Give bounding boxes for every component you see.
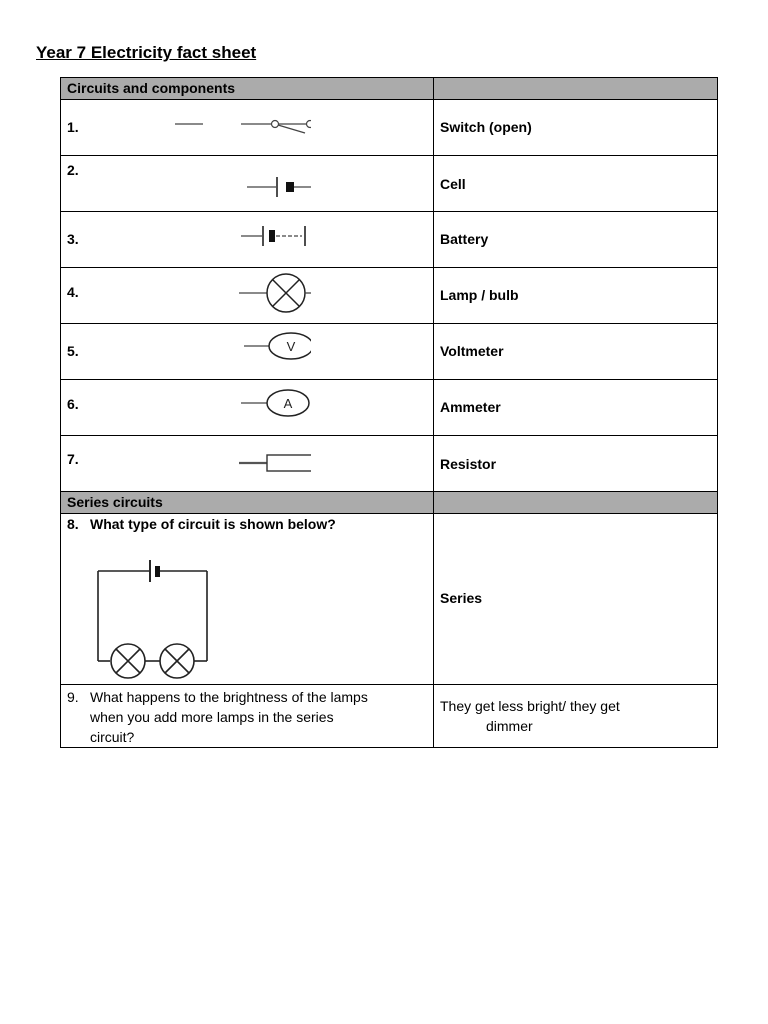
component-name: Battery [440,231,489,247]
switch-open-icon [171,100,311,155]
component-name: Lamp / bulb [440,287,519,303]
meter-letter: A [283,396,293,411]
table-row [61,514,718,685]
table-row [61,268,718,324]
meter-letter: V [286,339,296,354]
section-heading: Circuits and components [67,80,236,96]
question-text: What happens to the brightness of the lamps [90,689,368,705]
item-number: 3. [67,231,79,247]
resistor-icon [171,436,311,491]
question-text: when you add more lamps in the series [90,709,334,725]
voltmeter-icon [171,324,311,379]
component-name: Switch (open) [440,119,532,135]
table-row [61,156,718,212]
item-number: 7. [67,451,79,467]
answer-8: Series [440,590,483,606]
section-header-components [61,78,718,100]
table-row [61,685,718,748]
component-name: Ammeter [440,399,501,415]
item-number: 1. [67,119,79,135]
table-row [61,380,718,436]
question-text: What type of circuit is shown below? [90,516,336,532]
question-text: circuit? [90,729,135,745]
table-row [61,100,718,156]
item-number: 2. [67,162,79,178]
battery-icon [171,212,311,267]
component-name: Resistor [440,456,497,472]
question-number: 9. [67,689,79,705]
question-8 [67,516,336,532]
item-number: 5. [67,343,79,359]
question-9 [67,687,368,747]
ammeter-icon [171,380,311,435]
item-number: 4. [67,284,79,300]
answer-text: They get less bright/ they get [440,698,620,714]
lamp-icon [171,268,311,323]
answer-9 [440,696,620,736]
component-name: Voltmeter [440,343,504,359]
answer-text: dimmer [486,718,533,734]
table-row [61,212,718,268]
cell-icon [171,156,311,211]
section-heading: Series circuits [67,494,163,510]
item-number: 6. [67,396,79,412]
table-row [61,436,718,492]
question-number: 8. [67,516,79,532]
fact-table [60,77,718,748]
page-title: Year 7 Electricity fact sheet [36,43,257,62]
component-name: Cell [440,176,466,192]
section-header-series [61,492,718,514]
series-circuit-diagram [89,544,219,679]
table-row [61,324,718,380]
